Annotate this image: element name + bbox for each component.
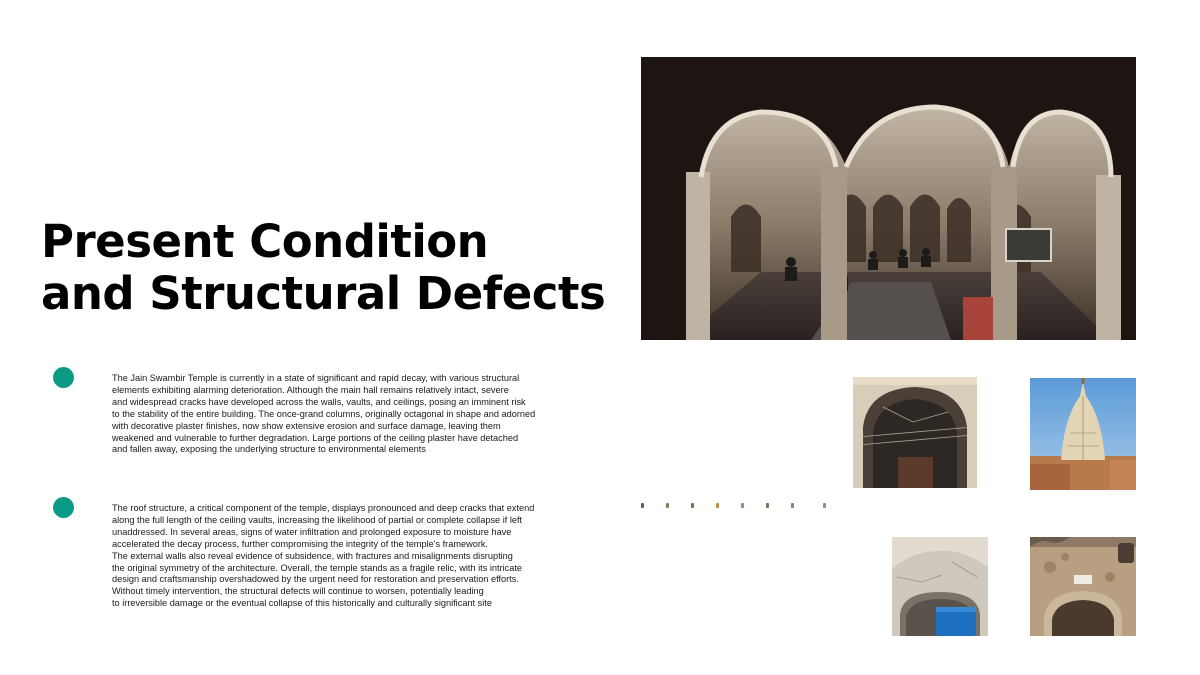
paragraph-line: design and craftsmanship overshadowed by the urgent need for restoration and preservation efforts. [112,574,519,585]
paragraph-line: to the stability of the entire building. The once-grand columns, originally octagonal in shape and adorned [112,408,536,419]
paragraph-line: and widespread cracks have developed across the walls, vaults, and ceilings, posing an imminent risk [112,396,526,407]
thumbnail[interactable] [741,503,744,508]
paragraph-line: elements exhibiting alarming deterioration. Although the main hall remains relatively intact, severe [112,384,509,395]
paragraph-line: unaddressed. In several areas, signs of water infiltration and prolonged exposure to moisture have [112,526,512,537]
page-title [41,216,621,320]
paragraph-line: with decorative plaster finishes, now show extensive erosion and surface damage, leaving them [112,420,501,431]
photo-arch-water-tank [892,537,988,636]
paragraph-line: to irreversible damage or the eventual collapse of this historically and culturally significant site [112,598,492,609]
paragraph-line: along the full length of the ceiling vaults, increasing the likelihood of partial or complete collapse if left [112,514,523,525]
title-line-1: Present Condition [41,215,489,268]
thumbnail[interactable] [666,503,669,508]
paragraph-structural-defects [112,503,582,610]
paragraph-line: The external walls also reveal evidence of subsidence, with fractures and misalignments disrupting [112,550,513,561]
thumbnail[interactable] [823,503,826,508]
paragraph-present-condition [112,373,582,456]
photo-temple-spire [1030,378,1136,490]
paragraph-line: The Jain Swambir Temple is currently in a state of significant and rapid decay, with various structural [112,373,520,383]
paragraph-line: and fallen away, exposing the underlying structure to environmental elements [112,444,426,455]
photo-weathered-facade [1030,537,1136,636]
paragraph-line: the original symmetry of the architecture. Overall, the temple stands as a fragile relic, with its intricate [112,562,523,573]
bullet-marker-1 [53,367,74,388]
thumbnail[interactable] [716,503,719,508]
title-line-2: and Structural Defects [41,267,606,320]
paragraph-line: Without timely intervention, the structural defects will continue to worsen, potentially leading [112,586,484,597]
thumbnail[interactable] [691,503,694,508]
bullet-marker-2 [53,497,74,518]
paragraph-line: The roof structure, a critical component of the temple, displays pronounced and deep cracks that extend [112,503,535,513]
thumbnail[interactable] [791,503,794,508]
thumbnail-strip [640,503,840,511]
paragraph-line: weakened and vulnerable to further degradation. Large portions of the ceiling plaster have detached [112,432,519,443]
thumbnail[interactable] [766,503,769,508]
thumbnail[interactable] [641,503,644,508]
paragraph-line: accelerated the decay process, further compromising the integrity of the temple's framework. [112,538,489,549]
photo-damaged-arch [853,377,977,488]
photo-arcaded-hall [641,57,1136,340]
